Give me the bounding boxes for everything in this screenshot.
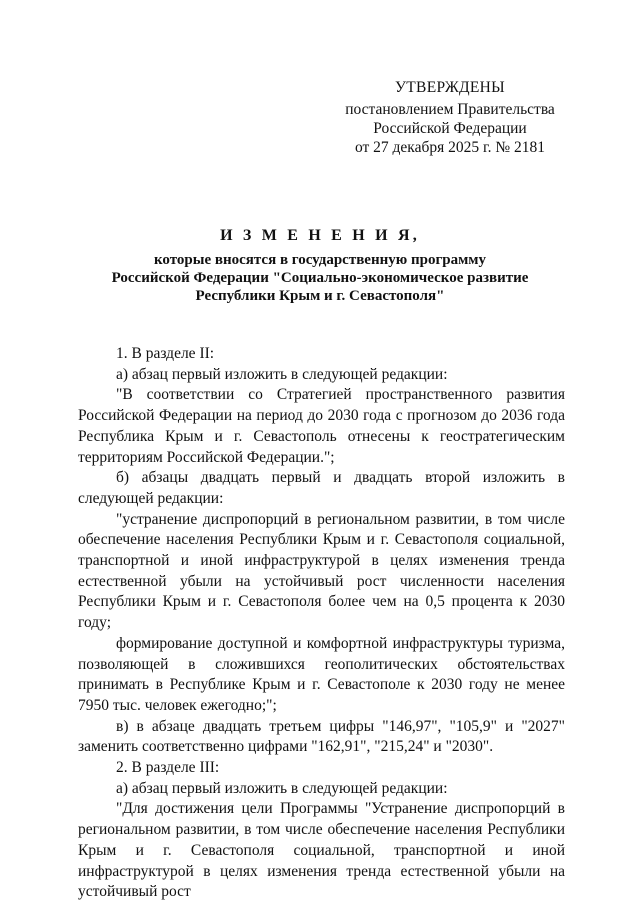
body-paragraph: "В соответствии со Стратегией пространственного развития Российской Федерации на период до 2030 года с прогнозом до 2036 года Республика Крым и г. Севастополь отнесены к геостратегическим территориям Российской Федерации."; — [78, 386, 565, 466]
document-body — [78, 344, 565, 903]
document-title: И З М Е Н Е Н И Я, — [220, 227, 420, 244]
body-paragraph: в) в абзаце двадцать третьем цифры "146,97", "105,9" и "2027" заменить соответственно цифрами "162,91", "215,24" и "2030". — [78, 717, 565, 756]
section-heading: 2. В разделе III: — [116, 759, 220, 777]
body-paragraph: б) абзацы двадцать первый и двадцать второй изложить в следующей редакции: — [78, 469, 565, 507]
approval-stamp — [340, 78, 560, 157]
approval-date-number: от 27 декабря 2025 г. № 2181 — [354, 139, 546, 156]
body-paragraph: "Для достижения цели Программы "Устранение диспропорций в региональном развитии, в том числе обеспечение населения Республики Крым и г. Севастополя социальной, транспортной и иной инфраструктурой в целях изменения тренда естественной убыли на устойчивый рост — [78, 800, 565, 901]
subtitle-line: Республики Крым и г. Севастополя" — [195, 288, 445, 304]
approval-line: Российской Федерации — [373, 120, 527, 137]
document-subtitle — [60, 251, 580, 305]
approval-heading: УТВЕРЖДЕНЫ — [395, 79, 505, 96]
body-paragraph: а) абзац первый изложить в следующей редакции: — [116, 365, 448, 383]
body-paragraph: а) абзац первый изложить в следующей редакции: — [116, 779, 448, 797]
subtitle-line: которые вносятся в государственную программу — [153, 252, 487, 268]
approval-line: постановлением Правительства — [345, 101, 555, 118]
subtitle-line: Российской Федерации "Социально-экономическое развитие — [111, 270, 529, 286]
body-paragraph: формирование доступной и комфортной инфраструктуры туризма, позволяющей в сложившихся геополитических обстоятельствах принимать в Республике Крым и г. Севастополе к 2030 году не менее 7950 тыс. человек ежегодно;"; — [78, 634, 565, 714]
section-heading: 1. В разделе II: — [116, 345, 215, 362]
body-paragraph: "устранение диспропорций в региональном развитии, в том числе обеспечение населения Республики Крым и г. Севастополя социальной, транспортной и иной инфраструктурой в целях изменения тренда естественной убыли на устойчивый рост численности населения Республики Крым и г. Севастополя более чем на 0,5 процента к 2030 году; — [78, 510, 565, 632]
